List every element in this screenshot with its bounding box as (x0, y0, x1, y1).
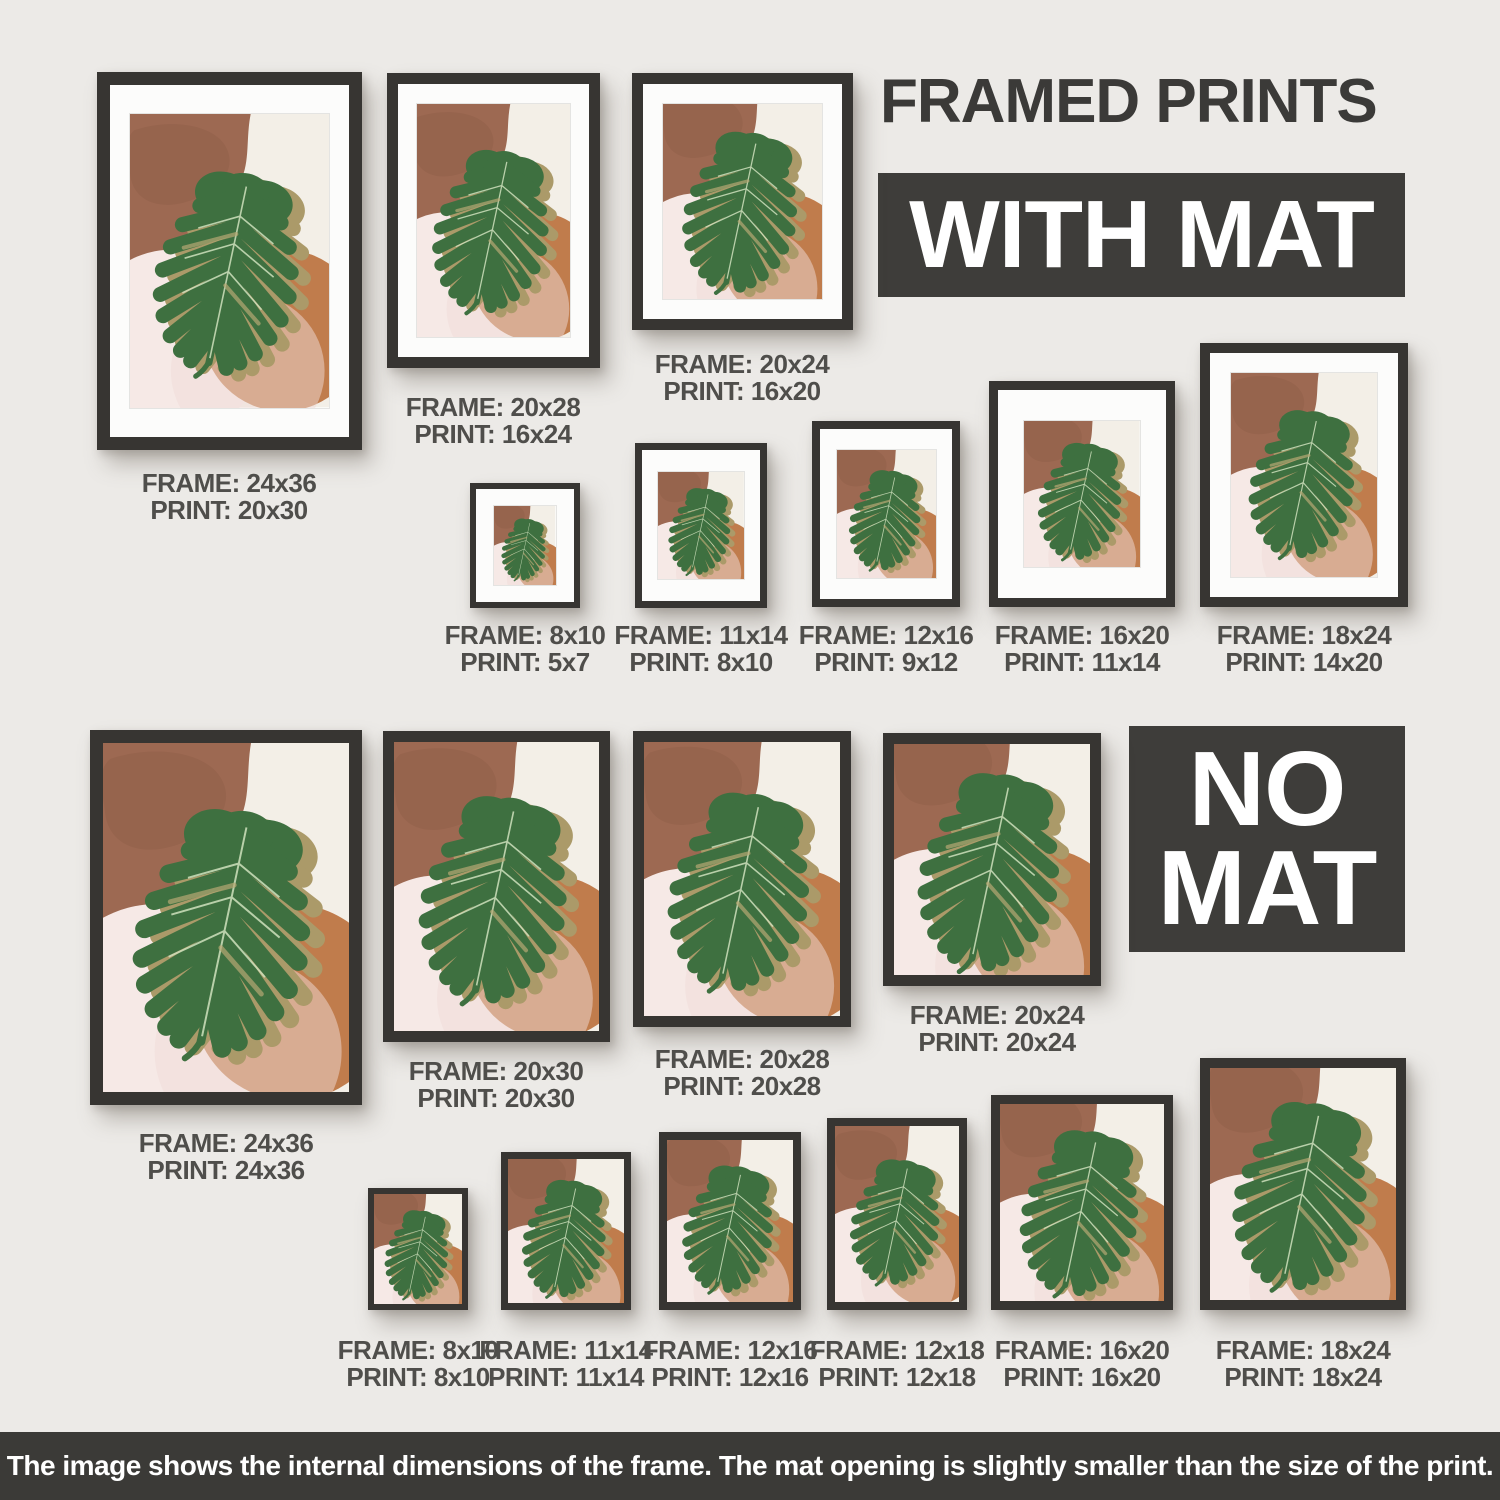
framed-print-with-mat-18x24 (1200, 343, 1408, 607)
size-label (617, 1046, 867, 1100)
no-mat-line2: MAT (1157, 829, 1377, 947)
size-label (796, 622, 976, 676)
monstera-artwork (658, 472, 744, 580)
print-size-text: PRINT: 12x18 (818, 1362, 976, 1392)
print-size-text: PRINT: 24x36 (147, 1155, 305, 1185)
mat (642, 450, 760, 601)
framed-print-with-mat-20x24 (632, 73, 853, 330)
mat (110, 85, 349, 437)
frame-size-text: FRAME: 18x24 (1216, 620, 1392, 650)
mat (643, 84, 842, 319)
print-size-text: PRINT: 20x30 (417, 1083, 575, 1113)
print-size-text: PRINT: 8x10 (629, 647, 773, 677)
print-size-text: PRINT: 16x20 (1003, 1362, 1161, 1392)
size-label (79, 470, 379, 524)
monstera-artwork (663, 104, 822, 300)
framed-print-no-mat-12x16 (659, 1132, 801, 1310)
framed-print-no-mat-11x14 (501, 1152, 631, 1310)
monstera-artwork (1231, 373, 1377, 576)
size-label (368, 394, 618, 448)
size-label (435, 622, 615, 676)
no-mat-banner (1129, 726, 1405, 952)
framed-print-with-mat-24x36 (97, 72, 362, 450)
frame-size-text: FRAME: 11x14 (614, 620, 788, 650)
size-label (371, 1058, 621, 1112)
size-label (76, 1130, 376, 1184)
mat (998, 390, 1166, 598)
print-size-text: PRINT: 16x24 (414, 419, 572, 449)
framed-print-with-mat-11x14 (635, 443, 767, 608)
framed-print-with-mat-16x20 (989, 381, 1175, 607)
frame-size-text: FRAME: 20x28 (405, 392, 581, 422)
page-title: FRAMED PRINTS (880, 67, 1377, 136)
print-size-text: PRINT: 11x14 (488, 1362, 644, 1392)
print-size-text: PRINT: 5x7 (460, 647, 590, 677)
monstera-artwork (103, 743, 349, 1092)
frame-size-text: FRAME: 11x14 (479, 1335, 653, 1365)
monstera-artwork (508, 1159, 624, 1303)
print-size-text: PRINT: 9x12 (814, 647, 958, 677)
size-label (992, 622, 1172, 676)
frame-size-text: FRAME: 16x20 (994, 1335, 1170, 1365)
frame-size-text: FRAME: 20x24 (909, 1000, 1085, 1030)
print-size-text: PRINT: 14x20 (1225, 647, 1383, 677)
framed-print-no-mat-20x30 (383, 731, 610, 1042)
frame-size-text: FRAME: 20x30 (408, 1056, 584, 1086)
framed-print-no-mat-24x36 (90, 730, 362, 1105)
monstera-artwork (894, 744, 1090, 975)
size-label (1213, 1337, 1393, 1391)
frame-size-text: FRAME: 12x18 (809, 1335, 985, 1365)
size-label (617, 351, 867, 405)
size-label (640, 1337, 820, 1391)
monstera-artwork (1024, 421, 1140, 567)
framed-print-with-mat-8x10 (470, 483, 580, 608)
monstera-artwork (644, 742, 840, 1016)
framed-print-no-mat-12x18 (827, 1118, 967, 1310)
monstera-artwork (1210, 1068, 1396, 1300)
framed-print-with-mat-20x28 (387, 73, 600, 368)
print-size-text: PRINT: 12x16 (651, 1362, 809, 1392)
framed-print-no-mat-18x24 (1200, 1058, 1406, 1310)
monstera-artwork (130, 114, 329, 407)
size-label (807, 1337, 987, 1391)
size-label (611, 622, 791, 676)
monstera-artwork (394, 742, 599, 1031)
with-mat-banner: WITH MAT (878, 173, 1405, 297)
frame-size-text: FRAME: 8x10 (444, 620, 606, 650)
no-mat-line1: NO (1188, 730, 1346, 848)
print-size-text: PRINT: 16x20 (663, 376, 821, 406)
mat (1210, 353, 1398, 597)
print-size-text: PRINT: 20x28 (663, 1071, 821, 1101)
mat (398, 84, 589, 357)
frame-size-text: FRAME: 24x36 (141, 468, 317, 498)
framed-print-with-mat-12x16 (812, 421, 960, 607)
print-size-text: PRINT: 20x24 (918, 1027, 1076, 1057)
mat (476, 489, 574, 602)
frame-size-text: FRAME: 16x20 (994, 620, 1170, 650)
footer-note: The image shows the internal dimensions of the frame. The mat opening is slightly smaller than the size of the print. (0, 1432, 1500, 1500)
frame-size-text: FRAME: 20x28 (654, 1044, 830, 1074)
print-size-text: PRINT: 20x30 (150, 495, 308, 525)
frame-size-text: FRAME: 12x16 (642, 1335, 818, 1365)
monstera-artwork (374, 1194, 462, 1304)
frame-size-text: FRAME: 8x10 (337, 1335, 499, 1365)
monstera-artwork (494, 506, 555, 585)
print-size-text: PRINT: 8x10 (346, 1362, 490, 1392)
framed-print-no-mat-20x24 (883, 733, 1101, 986)
monstera-artwork (837, 450, 936, 578)
framed-print-no-mat-16x20 (991, 1095, 1173, 1310)
size-label (867, 1002, 1127, 1056)
frame-size-text: FRAME: 18x24 (1215, 1335, 1391, 1365)
mat (820, 429, 952, 599)
monstera-artwork (667, 1140, 793, 1302)
monstera-artwork (1000, 1104, 1164, 1301)
framed-print-no-mat-20x28 (633, 731, 851, 1027)
frame-size-text: FRAME: 24x36 (138, 1128, 314, 1158)
print-size-text: PRINT: 18x24 (1224, 1362, 1382, 1392)
monstera-artwork (417, 104, 570, 338)
size-label (992, 1337, 1172, 1391)
framed-print-no-mat-8x10 (368, 1188, 468, 1310)
print-size-text: PRINT: 11x14 (1004, 647, 1160, 677)
frame-size-text: FRAME: 20x24 (654, 349, 830, 379)
size-label (476, 1337, 656, 1391)
monstera-artwork (835, 1126, 959, 1302)
frame-size-text: FRAME: 12x16 (798, 620, 974, 650)
size-label (1214, 622, 1394, 676)
